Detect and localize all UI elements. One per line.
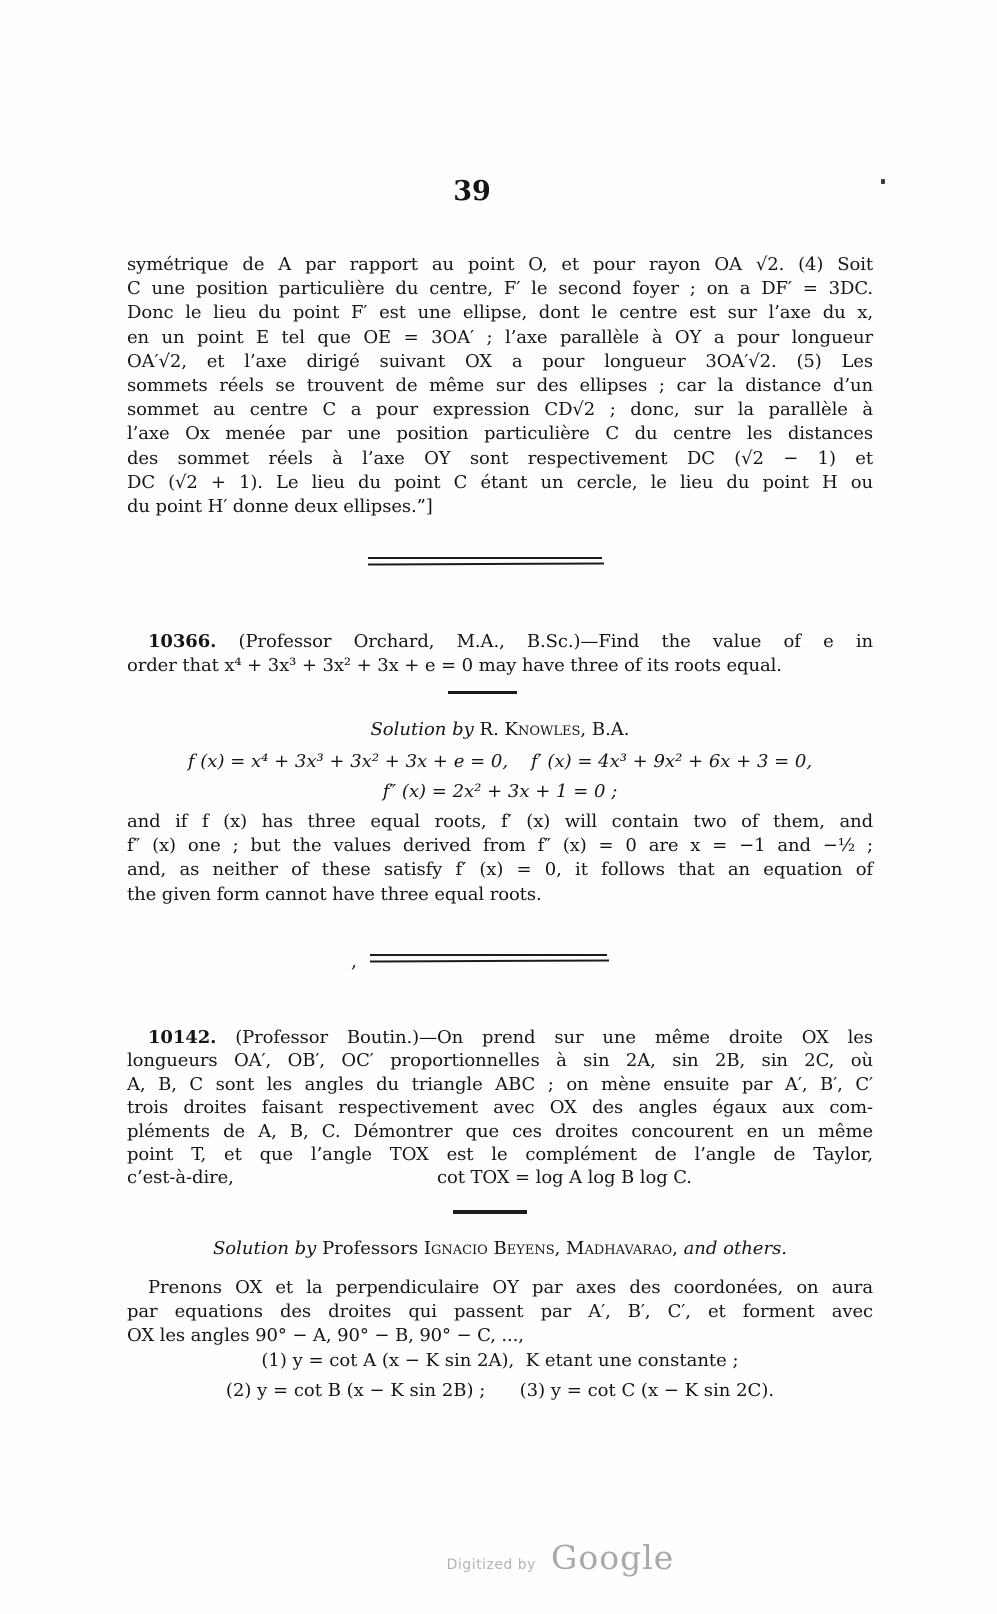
text-line: and if f (x) has three equal roots, f′ (x) will contain two of them, and [127, 811, 873, 832]
text-line: DC (√2 + 1). Le lieu du point C étant un cercle, le lieu du point H ou [127, 471, 873, 493]
problem-10366-heading-text: (Professor Orchard, M.A., B.Sc.)—Find the value of e in [238, 631, 874, 652]
solver-names: Ignacio Beyens, Madhavarao, [423, 1238, 678, 1259]
equation-fdoubleprime: f″ (x) = 2x² + 3x + 1 = 0 ; [382, 781, 618, 802]
text-line: Donc le lieu du point F′ est une ellipse, dont le centre est sur l’axe du x, [127, 302, 873, 324]
solver-name: R. Knowles, B.A. [479, 719, 630, 740]
section-separator-double-rule-2 [370, 954, 607, 962]
problem-10366-number: 10366. [148, 631, 217, 652]
equations-2-and-3: (2) y = cot B (x − K sin 2B) ; (3) y = cot C (x − K sin 2C). [225, 1380, 775, 1401]
text-line: par equations des droites qui passent par A′, B′, C′, et forment avec [127, 1301, 873, 1323]
solution-by-label: Solution by [212, 1238, 317, 1259]
cest-a-dire-label: c’est-à-dire, [127, 1167, 234, 1189]
divider-rule-10366 [448, 691, 517, 694]
cot-tox-equation: cot TOX = log A log B log C. [437, 1167, 692, 1189]
text-line: A, B, C sont les angles du triangle ABC ; on mène ensuite par A′, B′, C′ [127, 1073, 873, 1095]
separator-line-top [370, 954, 607, 956]
separator-line-bottom [368, 562, 604, 565]
text-line: des sommet réels à l’axe OY sont respectivement DC (√2 − 1) et [127, 447, 873, 469]
text-line: f″ (x) one ; but the values derived from f″ (x) = 0 are x = −1 and −½ ; [127, 835, 873, 857]
text-line: and, as neither of these satisfy f′ (x) = 0, it follows that an equation of [127, 859, 873, 881]
problem-10366-heading-line2: order that x⁴ + 3x³ + 3x² + 3x + e = 0 may have three of its roots equal. [127, 655, 782, 677]
solution-byline-10142 [127, 1238, 873, 1259]
professors-label: Professors [322, 1238, 419, 1259]
scan-speck-artifact [881, 179, 885, 184]
google-logo: Google [551, 1538, 675, 1577]
problem-10142-number: 10142. [148, 1027, 217, 1048]
text-line: sommets réels se trouvent de même sur des ellipses ; car la distance d’un [127, 375, 873, 397]
text-line: sommet au centre C a pour expression CD√2 ; donc, sur la parallèle à [127, 399, 873, 421]
text-line: C une position particulière du centre, F′ le second foyer ; on a DF′ = 3DC. [127, 278, 873, 300]
text-line: point T, et que l’angle TOX est le complément de l’angle de Taylor, [127, 1144, 873, 1166]
text-line: longueurs OA′, OB′, OC′ proportionnelles à sin 2A, sin 2B, sin 2C, où [127, 1050, 873, 1072]
digitized-by-label: Digitized by [446, 1557, 536, 1573]
equation-1: (1) y = cot A (x − K sin 2A), K etant une constante ; [261, 1350, 739, 1371]
and-others-label: and others. [683, 1238, 788, 1259]
scan-comma-artifact: , [351, 950, 358, 972]
text-line: OA′√2, et l’axe dirigé suivant OX a pour longueur 3OA′√2. (5) Les [127, 350, 873, 372]
text-line: l’axe Ox menée par une position particulière C du centre les distances [127, 423, 873, 445]
problem-10366-heading-line1 [127, 630, 873, 654]
page-number: 39 [453, 176, 491, 207]
section-separator-double-rule [368, 557, 602, 565]
problem-10142-heading-middle-lines [127, 1049, 873, 1166]
text-line: du point H′ donne deux ellipses.”] [127, 496, 433, 518]
text-line: pléments de A, B, C. Démontrer que ces droites concourent en un même [127, 1120, 873, 1142]
problem-10142-heading-text: (Professor Boutin.)—On prend sur une même droite OX les [235, 1027, 873, 1048]
divider-rule-10142 [453, 1210, 527, 1214]
solution-by-label: Solution by [370, 719, 474, 740]
problem-10142-heading [127, 1026, 873, 1190]
separator-line-bottom [370, 959, 609, 962]
solution-10366-body [127, 810, 873, 907]
text-line: the given form cannot have three equal roots. [127, 883, 542, 905]
equation-f-fprime: f (x) = x⁴ + 3x³ + 3x² + 3x + e = 0, f′ (x) = 4x³ + 9x² + 6x + 3 = 0, [187, 751, 813, 772]
text-line: OX les angles 90° − A, 90° − B, 90° − C, ..., [127, 1325, 524, 1347]
problem-10366-heading [127, 630, 873, 678]
intro-paragraph [127, 253, 873, 519]
text-line: Prenons OX et la perpendiculaire OY par axes des coordonées, on aura [148, 1277, 873, 1298]
solution-10142-body [127, 1276, 873, 1349]
text-line: trois droites faisant respectivement avec OX des angles égaux aux com- [127, 1097, 873, 1119]
problem-10142-heading-tail [127, 1166, 873, 1189]
separator-line-top [368, 557, 602, 559]
text-line: en un point E tel que OE = 3OA′ ; l’axe parallèle à OY a pour longueur [127, 326, 873, 348]
digitized-watermark [62, 1538, 997, 1577]
problem-10142-heading-line1 [127, 1026, 873, 1049]
text-line: symétrique de A par rapport au point O, et pour rayon OA √2. (4) Soit [127, 254, 873, 275]
solution-byline-10366 [127, 719, 873, 740]
